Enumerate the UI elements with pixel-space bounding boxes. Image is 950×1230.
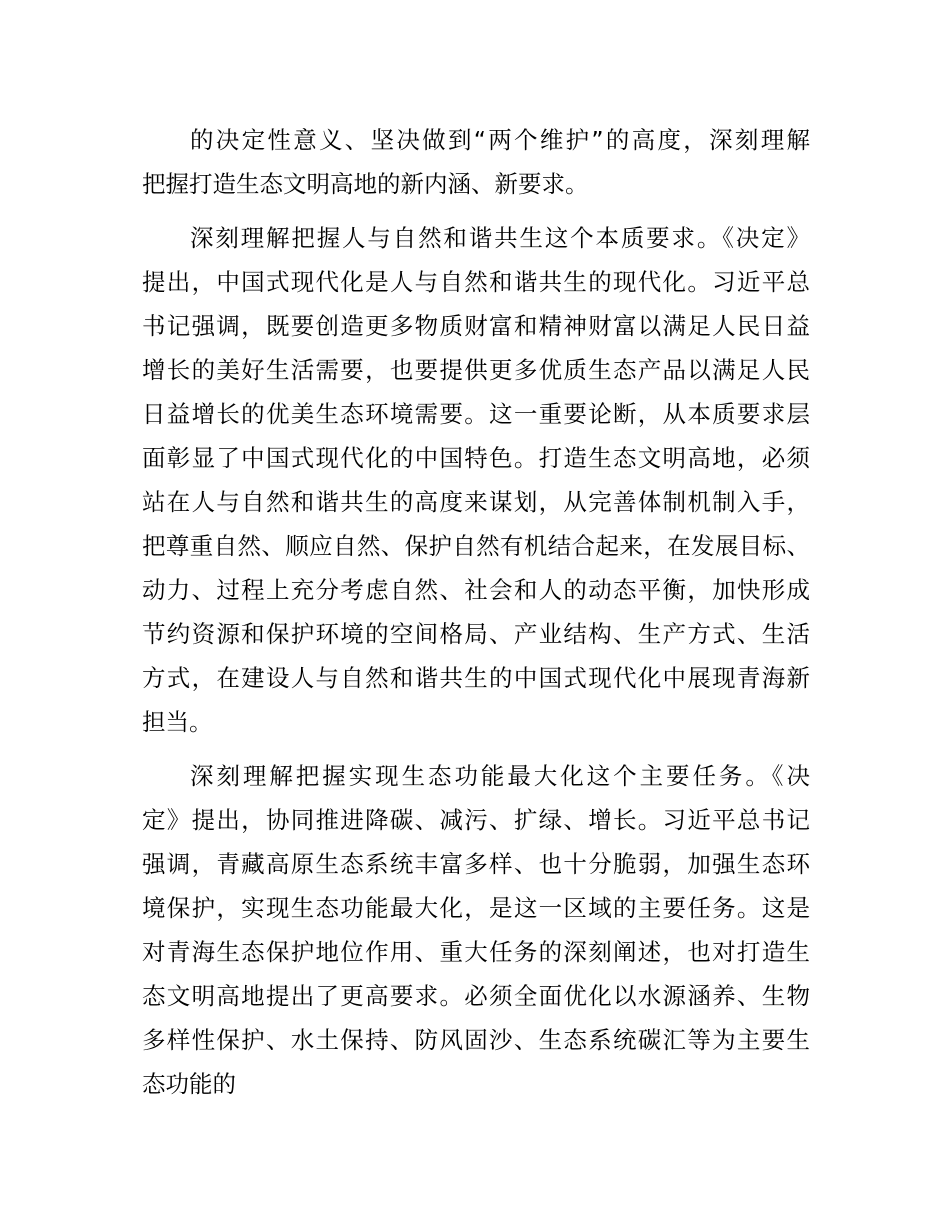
text-line: 方式，在建设人与自然和谐共生的中国式现代化中展现青海新: [142, 664, 810, 692]
text-line: 面彰显了中国式现代化的中国特色。打造生态文明高地，必须: [142, 444, 810, 472]
text-line: 强调，青藏高原生态系统丰富多样、也十分脆弱，加强生态环: [142, 850, 810, 878]
document-page: [142, 118, 810, 1116]
text-line: 提出，中国式现代化是人与自然和谐共生的现代化。习近平总: [142, 268, 810, 296]
paragraph: [142, 216, 810, 744]
text-line: 动力、过程上充分考虑自然、社会和人的动态平衡，加快形成: [142, 576, 810, 604]
text-line: 深刻理解把握实现生态功能最大化这个主要任务。《决: [190, 762, 810, 790]
text-line: 多样性保护、水土保持、防风固沙、生态系统碳汇等为主要生: [142, 1026, 810, 1054]
text-line: 把尊重自然、顺应自然、保护自然有机结合起来，在发展目标、: [142, 532, 810, 560]
text-line: 书记强调，既要创造更多物质财富和精神财富以满足人民日益: [142, 312, 810, 340]
text-line: 态文明高地提出了更高要求。必须全面优化以水源涵养、生物: [142, 982, 810, 1010]
text-line: 节约资源和保护环境的空间格局、产业结构、生产方式、生活: [142, 620, 810, 648]
text-line: 境保护，实现生态功能最大化，是这一区域的主要任务。这是: [142, 894, 810, 922]
text-line: 站在人与自然和谐共生的高度来谋划，从完善体制机制入手，: [142, 488, 810, 516]
text-line: 对青海生态保护地位作用、重大任务的深刻阐述，也对打造生: [142, 938, 810, 966]
text-line: 定》提出，协同推进降碳、减污、扩绿、增长。习近平总书记: [142, 806, 810, 834]
text-line: 担当。: [142, 708, 213, 736]
paragraph: [142, 118, 810, 206]
paragraph: [142, 754, 810, 1106]
text-line: 增长的美好生活需要，也要提供更多优质生态产品以满足人民: [142, 356, 810, 384]
text-line: 态功能的: [142, 1070, 236, 1098]
text-line: 深刻理解把握人与自然和谐共生这个本质要求。《决定》: [190, 224, 810, 252]
text-line: 日益增长的优美生态环境需要。这一重要论断，从本质要求层: [142, 400, 810, 428]
text-line: 的决定性意义、坚决做到“两个维护”的高度，深刻理解: [190, 126, 810, 154]
text-line: 把握打造生态文明高地的新内涵、新要求。: [142, 170, 589, 198]
